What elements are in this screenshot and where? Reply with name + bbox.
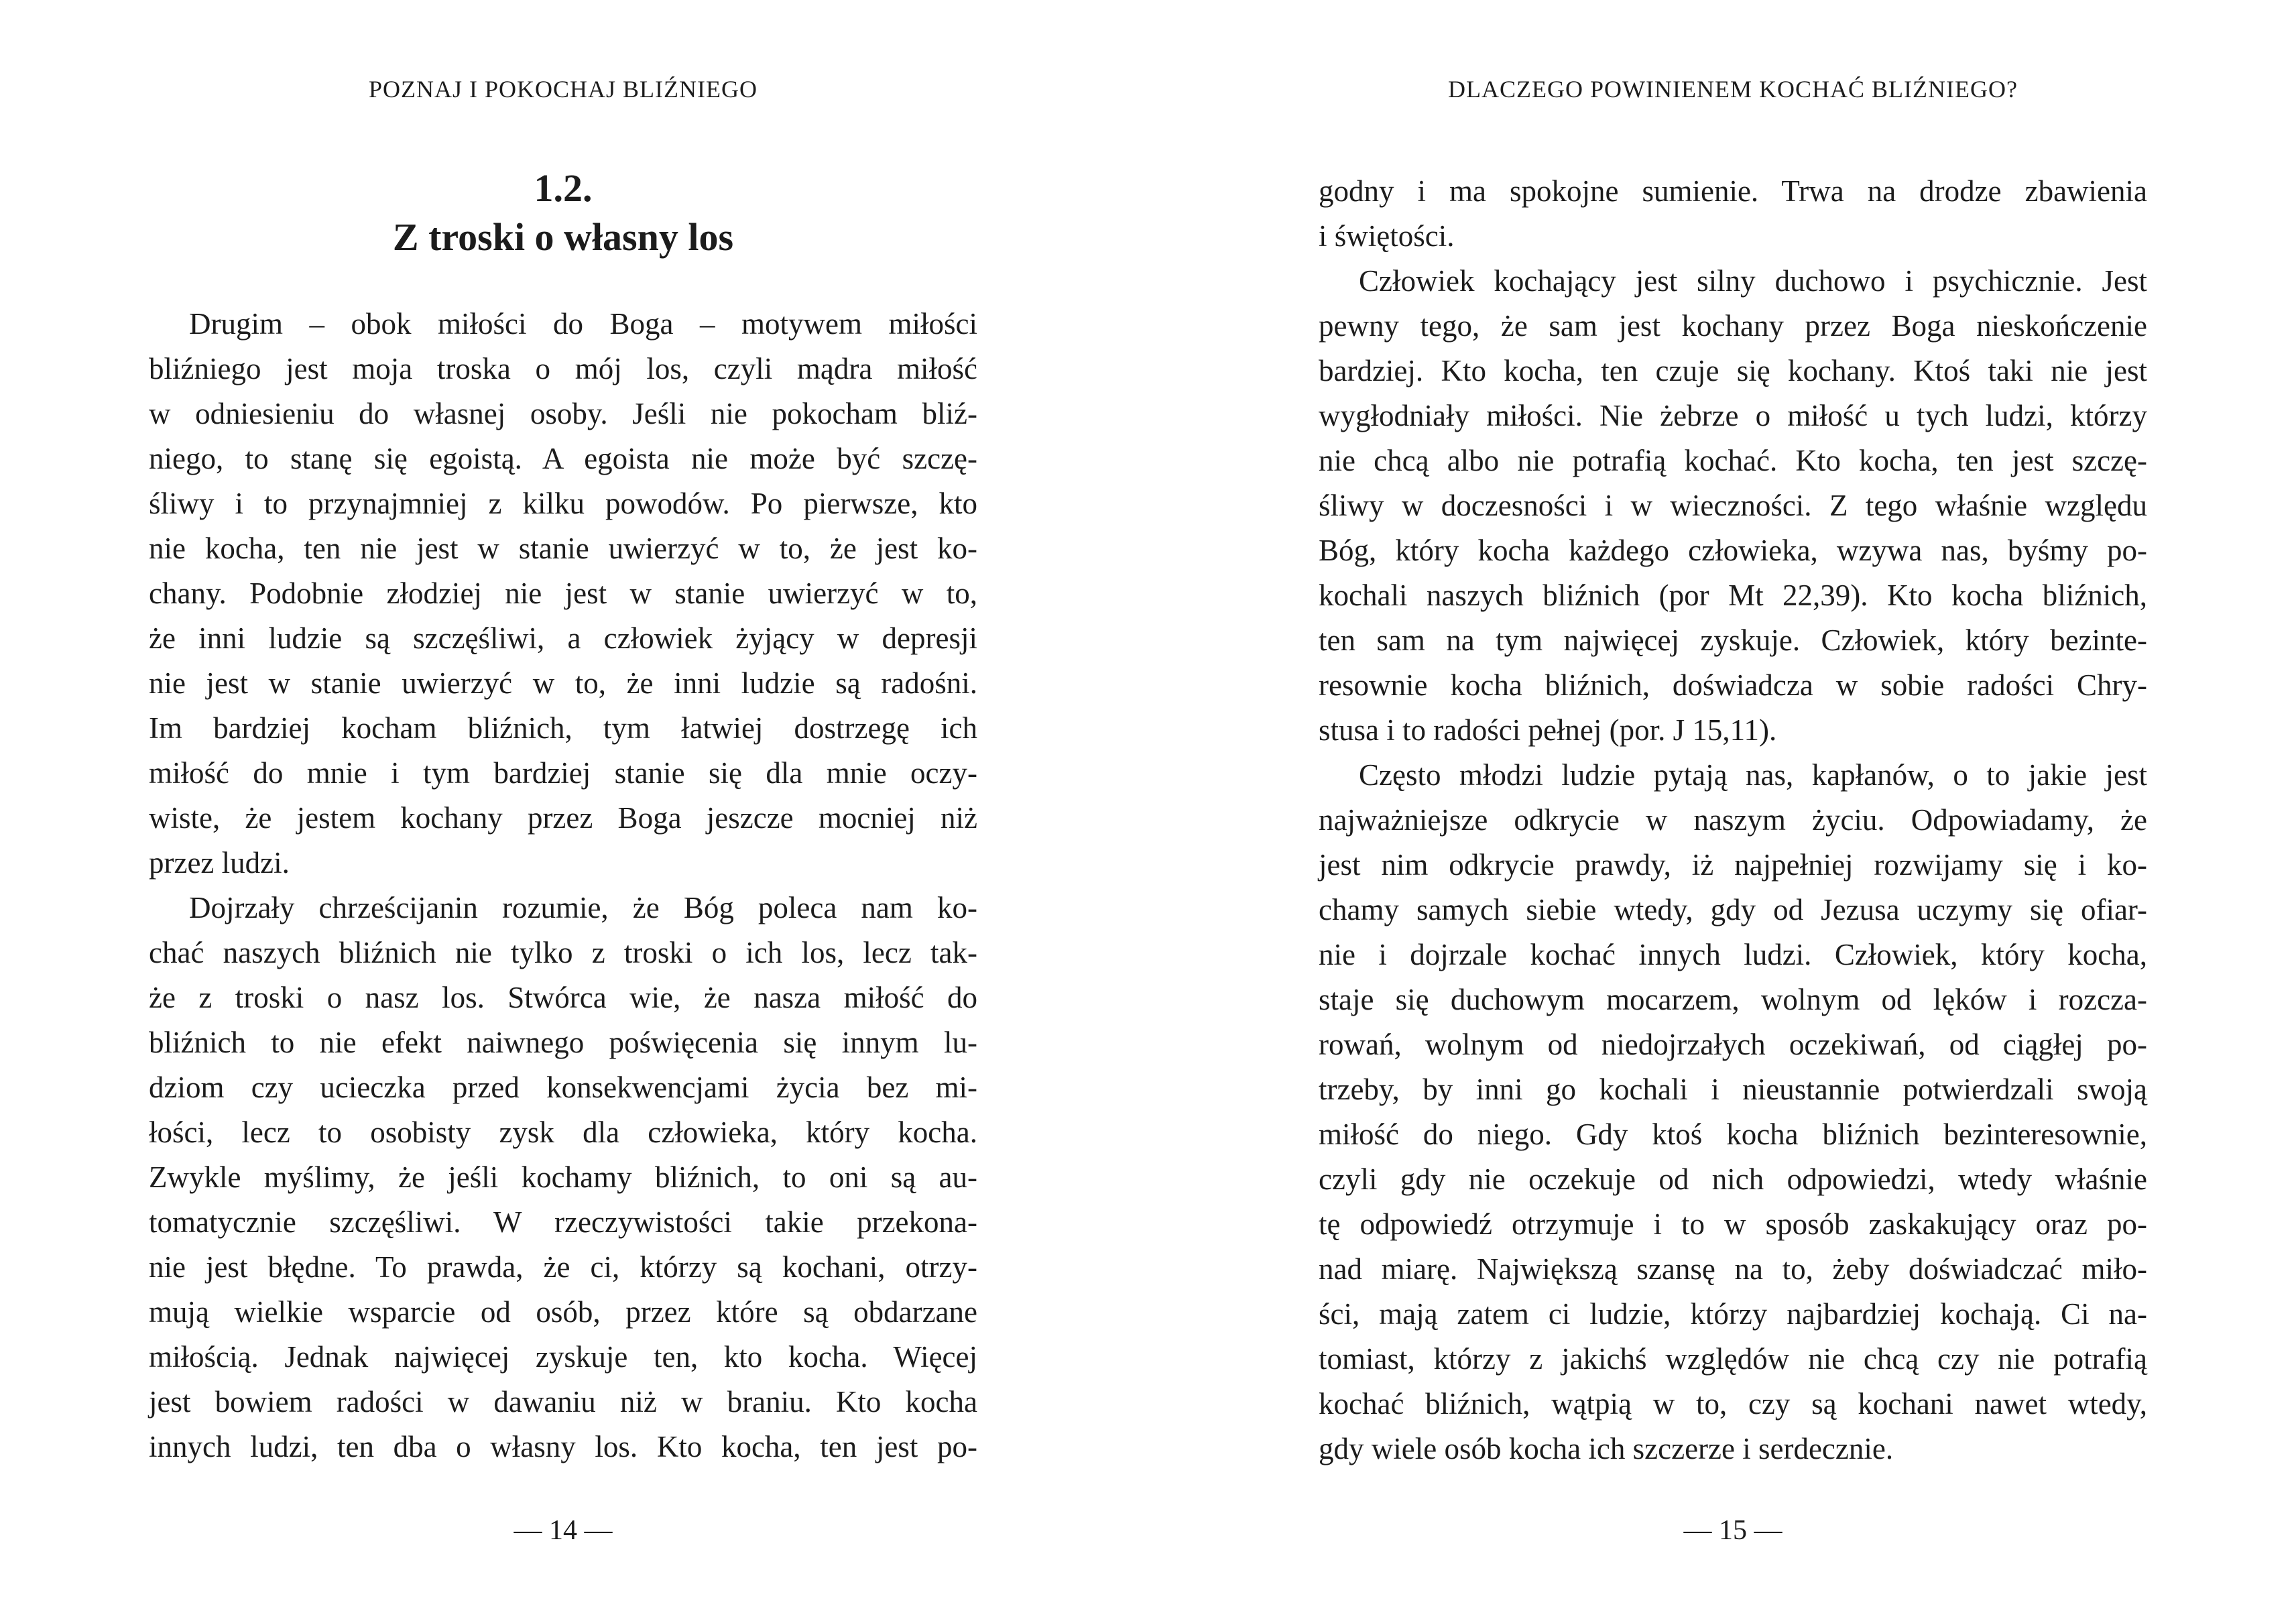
text-line: miłością. Jednak najwięcej zyskuje ten, kto kocha. Więcej: [149, 1340, 977, 1374]
text-line: rowań, wolnym od niedojrzałych oczekiwań, od ciągłej po-: [1319, 1028, 2147, 1061]
text-line: bliźniego jest moja troska o mój los, czyli mądra miłość: [149, 352, 977, 385]
text-line: ten sam na tym najwięcej zyskuje. Człowiek, który bezinte-: [1319, 623, 2147, 657]
text-line: że inni ludzie są szczęśliwi, a człowiek żyjący w depresji: [149, 621, 977, 655]
right-body-text: [1319, 169, 2147, 1471]
text-line: przez ludzi.: [149, 846, 290, 880]
text-line: niego, to stanę się egoistą. A egoista nie może być szczę-: [149, 442, 977, 475]
text-line: nie jest w stanie uwierzyć w to, że inni ludzie są radośni.: [149, 666, 977, 700]
text-line: łości, lecz to osobisty zysk dla człowieka, który kocha.: [149, 1116, 977, 1149]
text-line: wygłodniały miłości. Nie żebrze o miłość u tych ludzi, którzy: [1319, 399, 2147, 432]
section-heading: [149, 164, 977, 261]
text-line: stusa i to radości pełnej (por. J 15,11).: [1319, 713, 1777, 747]
text-line: staje się duchowym mocarzem, wolnym od lęków i rozcza-: [1319, 983, 2147, 1016]
text-line: godny i ma spokojne sumienie. Trwa na drodze zbawienia: [1319, 174, 2147, 208]
right-running-head: DLACZEGO POWINIENEM KOCHAĆ BLIŹNIEGO?: [1448, 76, 2018, 103]
text-line: najważniejsze odkrycie w naszym życiu. Odpowiadamy, że: [1319, 803, 2147, 837]
text-line: nie kocha, ten nie jest w stanie uwierzyć w to, że jest ko-: [149, 532, 977, 565]
text-line: mują wielkie wsparcie od osób, przez które są obdarzane: [149, 1295, 977, 1329]
text-line: dziom czy ucieczka przed konsekwencjami życia bez mi-: [149, 1071, 977, 1104]
right-page: [1319, 0, 2147, 1623]
text-line: nie jest błędne. To prawda, że ci, którzy są kochani, otrzy-: [149, 1250, 977, 1284]
text-line: śliwy i to przynajmniej z kilku powodów. Po pierwsze, kto: [149, 487, 977, 520]
text-line: Bóg, który kocha każdego człowieka, wzywa nas, byśmy po-: [1319, 534, 2147, 567]
text-line: ści, mają zatem ci ludzie, którzy najbardziej kochają. Ci na-: [1319, 1297, 2147, 1331]
text-line: nie chcą albo nie potrafią kochać. Kto kocha, ten jest szczę-: [1319, 444, 2147, 477]
left-running-head: POZNAJ I POKOCHAJ BLIŹNIEGO: [369, 76, 758, 103]
text-line: gdy wiele osób kocha ich szczerze i serdecznie.: [1319, 1432, 1894, 1465]
text-line: śliwy w doczesności i w wieczności. Z tego właśnie względu: [1319, 489, 2147, 522]
text-line: czyli gdy nie oczekuje od nich odpowiedzi, wtedy właśnie: [1319, 1162, 2147, 1196]
text-line: jest nim odkrycie prawdy, iż najpełniej rozwijamy się i ko-: [1319, 848, 2147, 882]
text-line: Im bardziej kocham bliźnich, tym łatwiej dostrzegę ich: [149, 711, 977, 745]
text-line: nad miarę. Największą szansę na to, żeby doświadczać miło-: [1319, 1252, 2147, 1286]
text-line: kochać bliźnich, wątpią w to, czy są kochani nawet wtedy,: [1319, 1387, 2147, 1421]
text-line: kochali naszych bliźnich (por Mt 22,39). Kto kocha bliźnich,: [1319, 579, 2147, 612]
text-line: tomiast, którzy z jakichś względów nie chcą czy nie potrafią: [1319, 1342, 2147, 1376]
text-line: chany. Podobnie złodziej nie jest w stanie uwierzyć w to,: [149, 577, 977, 610]
text-line: trzeby, by inni go kochali i nieustannie potwierdzali swoją: [1319, 1073, 2147, 1106]
text-line: bardziej. Kto kocha, ten czuje się kochany. Ktoś taki nie jest: [1319, 354, 2147, 387]
text-line: nie i dojrzale kochać innych ludzi. Człowiek, który kocha,: [1319, 938, 2147, 971]
text-line: że z troski o nasz los. Stwórca wie, że nasza miłość do: [149, 981, 977, 1014]
text-line: Dojrzały chrześcijanin rozumie, że Bóg poleca nam ko-: [189, 891, 977, 924]
text-line: tomatycznie szczęśliwi. W rzeczywistości takie przekona-: [149, 1205, 977, 1239]
text-line: chać naszych bliźnich nie tylko z troski o ich los, lecz tak-: [149, 936, 977, 969]
right-page-number: — 15 —: [1683, 1515, 1783, 1546]
text-line: Często młodzi ludzie pytają nas, kapłanów, o to jakie jest: [1359, 758, 2147, 792]
text-line: Zwykle myślimy, że jeśli kochamy bliźnich, to oni są au-: [149, 1160, 977, 1194]
text-line: pewny tego, że sam jest kochany przez Boga nieskończenie: [1319, 309, 2147, 343]
text-line: tę odpowiedź otrzymuje i to w sposób zaskakujący oraz po-: [1319, 1207, 2147, 1241]
text-line: innych ludzi, ten dba o własny los. Kto kocha, ten jest po-: [149, 1430, 977, 1463]
text-line: resownie kocha bliźnich, doświadcza w sobie radości Chry-: [1319, 668, 2147, 702]
left-page-number: — 14 —: [513, 1515, 613, 1546]
text-line: i świętości.: [1319, 219, 1455, 253]
text-line: w odniesieniu do własnej osoby. Jeśli nie pokocham bliź-: [149, 397, 977, 430]
text-line: miłość do niego. Gdy ktoś kocha bliźnich bezinteresownie,: [1319, 1118, 2147, 1151]
left-body-text: [149, 302, 977, 1469]
text-line: wiste, że jestem kochany przez Boga jeszcze mocniej niż: [149, 801, 977, 835]
section-number: 1.2.: [534, 166, 593, 210]
text-line: jest bowiem radości w dawaniu niż w braniu. Kto kocha: [149, 1385, 977, 1419]
left-page: [149, 0, 977, 1623]
section-title: Z troski o własny los: [392, 215, 734, 259]
text-line: Drugim – obok miłości do Boga – motywem miłości: [189, 307, 977, 341]
text-line: chamy samych siebie wtedy, gdy od Jezusa uczymy się ofiar-: [1319, 893, 2147, 926]
text-line: miłość do mnie i tym bardziej stanie się dla mnie oczy-: [149, 756, 977, 790]
text-line: Człowiek kochający jest silny duchowo i psychicznie. Jest: [1359, 264, 2147, 298]
text-line: bliźnich to nie efekt naiwnego poświęcenia się innym lu-: [149, 1026, 977, 1059]
